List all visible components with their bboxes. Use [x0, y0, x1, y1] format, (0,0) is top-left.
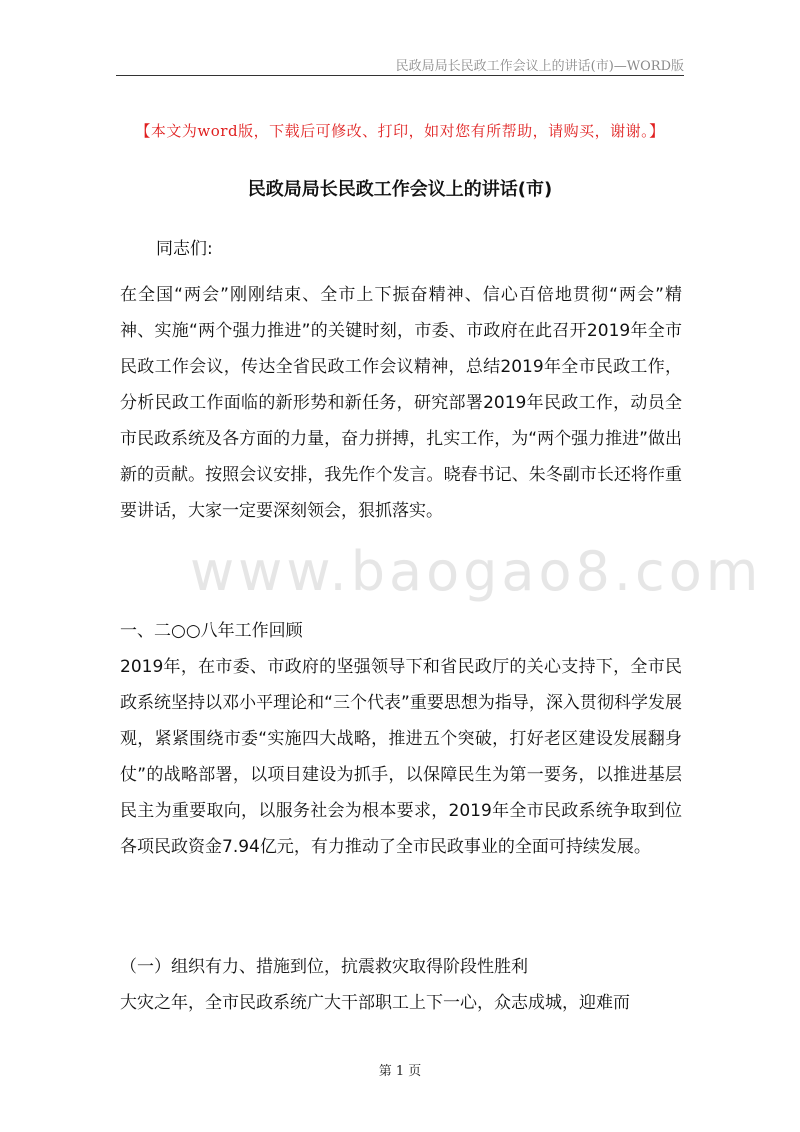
paragraph-disaster-relief: 大灾之年，全市民政系统广大干部职工上下一心，众志成城，迎难而 — [120, 993, 630, 1013]
paragraph-intro: 在全国“两会”刚刚结束、全市上下振奋精神、信心百倍地贯彻“两会”精神、实施“两个强力推进”的关键时刻，市委、市政府在此召开2019年全市民政工作会议，传达全省民政工作会议精神，总结2019年全市民政工作，分析民政工作面临的新形势和新任务，研究部署2019年民政工作，动员全市民政系统及各方面的力量，奋力拼搏，扎实工作，为“两个强力推进”做出新的贡献。按照会议安排，我先作个发言。晓春书记、朱冬副市长还将作重要讲话，大家一定要深刻领会，狠抓落实。 — [120, 285, 682, 521]
salutation: 同志们: — [156, 239, 213, 259]
document-title: 民政局局长民政工作会议上的讲话(市) — [247, 179, 553, 200]
paragraph-review: 2019年，在市委、市政府的坚强领导下和省民政厅的关心支持下，全市民政系统坚持以邓小平理论和“三个代表”重要思想为指导，深入贯彻科学发展观，紧紧围绕市委“实施四大战略，推进五个突破，打好老区建设发展翻身仗”的战略部署，以项目建设为抓手，以保障民生为第一要务，以推进基层民主为重要取向，以服务社会为根本要求，2019年全市民政系统争取到位各项民政资金7.94亿元，有力推动了全市民政事业的全面可持续发展。 — [120, 657, 682, 857]
section-heading-review: 一、二○○八年工作回顾 — [120, 621, 303, 641]
subsection-heading-disaster-relief: （一）组织有力、措施到位，抗震救灾取得阶段性胜利 — [120, 957, 528, 977]
page-number: 第 1 页 — [378, 1064, 422, 1079]
purchase-notice: 【本文为word版，下载后可修改、打印，如对您有所帮助，请购买，谢谢。】 — [135, 122, 665, 140]
running-header: 民政局局长民政工作会议上的讲话(市)—WORD版 — [395, 59, 684, 74]
watermark: www.baogao8.com — [190, 540, 763, 603]
header-divider — [116, 75, 684, 76]
